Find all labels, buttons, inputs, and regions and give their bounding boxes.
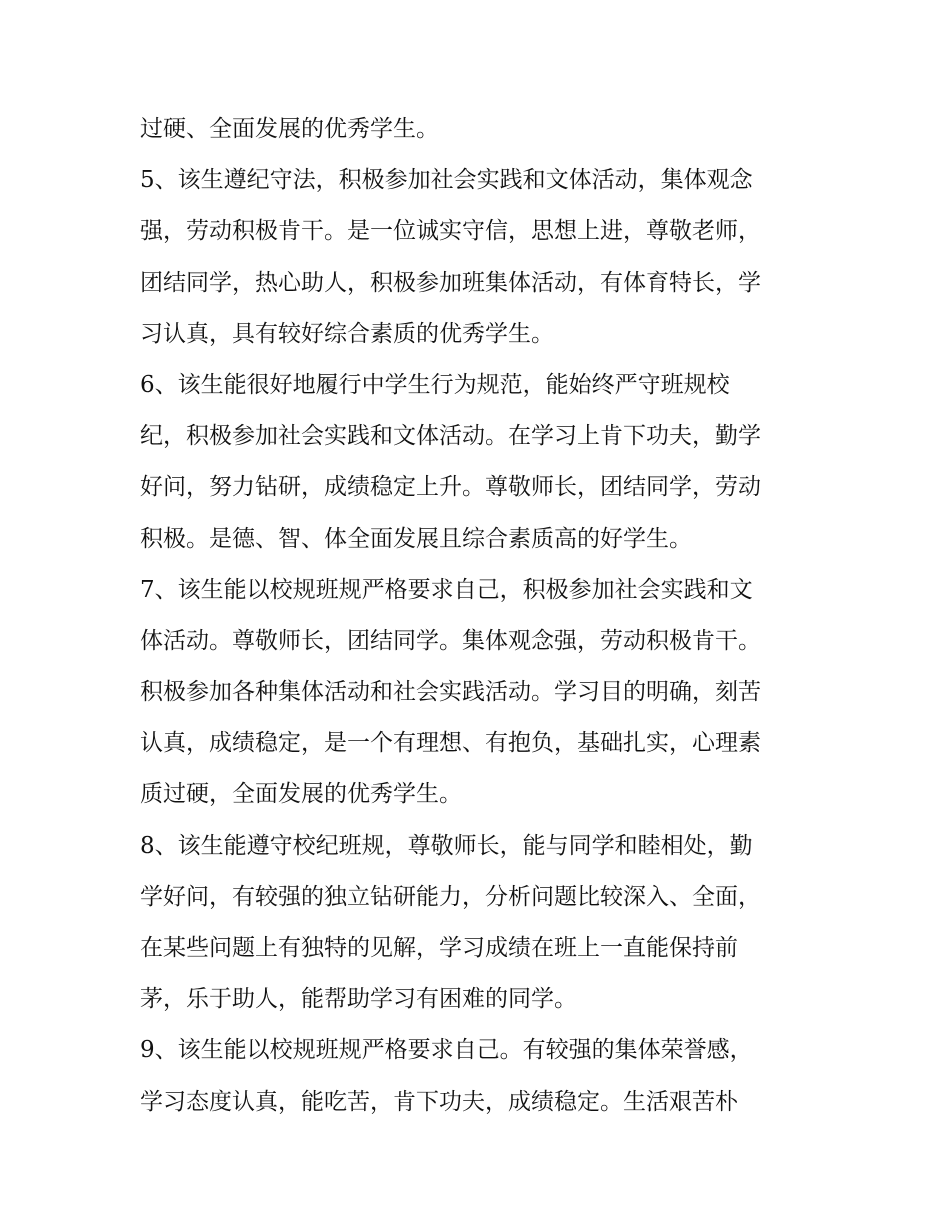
text-line: 茅，乐于助人，能帮助学习有困难的同学。 bbox=[140, 986, 577, 1013]
text-line: 团结同学，热心助人，积极参加班集体活动，有体育特长，学 bbox=[140, 269, 761, 296]
text-line: 8、该生能遵守校纪班规，尊敬师长，能与同学和睦相处，勤 bbox=[140, 832, 753, 859]
text-line: 过硬、全面发展的优秀学生。 bbox=[140, 116, 439, 142]
text-line: 9、该生能以校规班规严格要求自己。有较强的集体荣誉感， bbox=[140, 1037, 753, 1064]
text-line: 6、该生能很好地履行中学生行为规范，能始终严守班规校 bbox=[140, 371, 730, 398]
document-body bbox=[140, 104, 820, 1128]
text-line: 习认真，具有较好综合素质的优秀学生。 bbox=[140, 320, 554, 347]
text-line: 质过硬，全面发展的优秀学生。 bbox=[140, 781, 462, 808]
text-line: 好问，努力钻研，成绩稳定上升。尊敬师长，团结同学，劳动 bbox=[140, 474, 761, 501]
text-line: 积极。是德、智、体全面发展且综合素质高的好学生。 bbox=[140, 525, 692, 552]
text-line: 体活动。尊敬师长，团结同学。集体观念强，劳动积极肯干。 bbox=[140, 627, 761, 654]
text-line: 认真，成绩稳定，是一个有理想、有抱负，基础扎实，心理素 bbox=[140, 730, 761, 757]
text-line: 学好问，有较强的独立钻研能力，分析问题比较深入、全面， bbox=[140, 883, 761, 910]
text-line: 7、该生能以校规班规严格要求自己，积极参加社会实践和文 bbox=[140, 576, 753, 603]
text-line: 5、该生遵纪守法，积极参加社会实践和文体活动，集体观念 bbox=[140, 167, 753, 194]
text-line: 积极参加各种集体活动和社会实践活动。学习目的明确，刻苦 bbox=[140, 679, 761, 706]
text-line: 纪，积极参加社会实践和文体活动。在学习上肯下功夫，勤学 bbox=[140, 423, 761, 450]
text-line: 在某些问题上有独特的见解，学习成绩在班上一直能保持前 bbox=[140, 935, 738, 961]
text-line: 强，劳动积极肯干。是一位诚实守信，思想上进，尊敬老师， bbox=[140, 218, 761, 245]
text-line: 学习态度认真，能吃苦，肯下功夫，成绩稳定。生活艰苦朴 bbox=[140, 1088, 738, 1115]
